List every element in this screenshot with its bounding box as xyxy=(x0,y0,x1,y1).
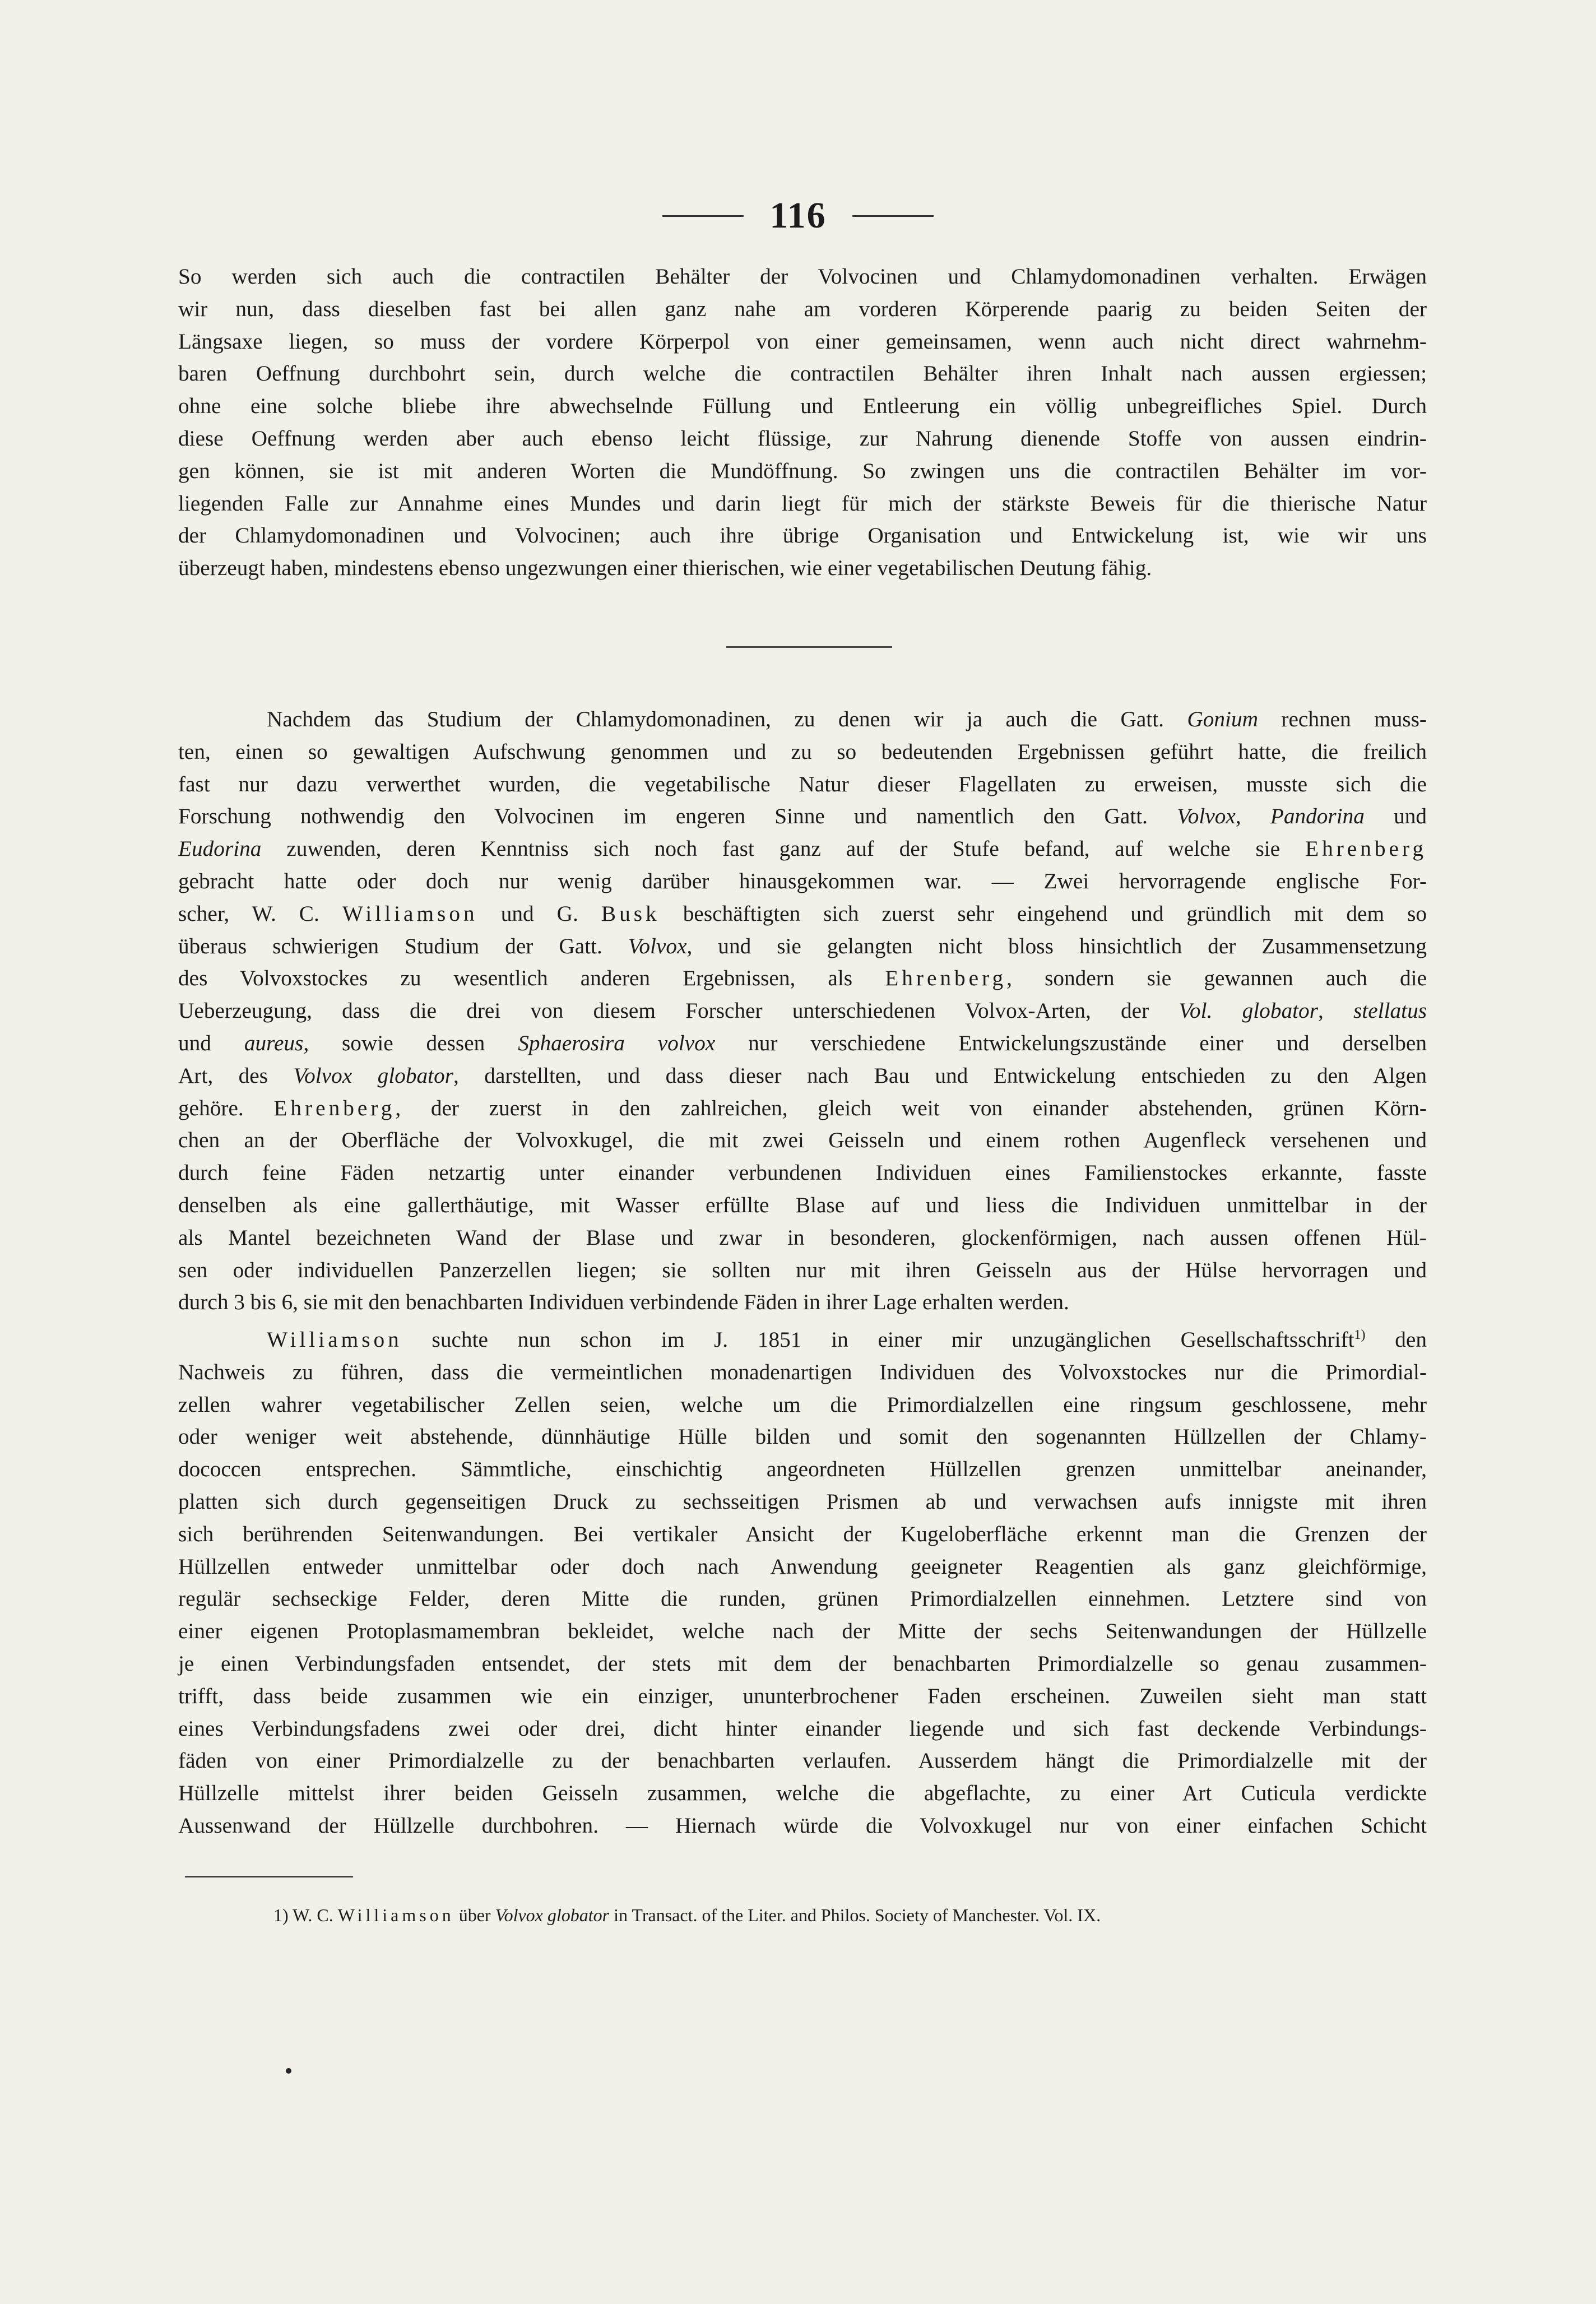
text-line: Williamson suchte nun schon im J. 1851 in einer mir unzugänglichen Gesellschaftsschrift$^{1)}$ den xyxy=(267,1327,1427,1352)
text-line: denselben als eine gallerthäutige, mit Wasser erfüllte Blase auf und liess die Individuen unmittelbar in der xyxy=(178,1192,1427,1217)
paragraph-3 xyxy=(178,1319,1427,1842)
text-line: überaus schwierigen Studium der Gatt. Volvox, und sie gelangten nicht bloss hinsichtlich der Zusammensetzung xyxy=(178,933,1427,958)
text-line: baren Oeffnung durchbohrt sein, durch welche die contractilen Behälter ihren Inhalt nach aussen ergiessen; xyxy=(178,361,1427,386)
text-line: durch 3 bis 6, sie mit den benachbarten Individuen verbindende Fäden in ihrer Lage erhalten werden. xyxy=(178,1290,1069,1315)
text-line: Hüllzelle mittelst ihrer beiden Geisseln zusammen, welche die abgeflachte, zu einer Art Cuticula verdickte xyxy=(178,1781,1427,1806)
footnote: 1) W. C. Williamson über Volvox globator in Transact. of the Liter. and Philos. Society of Manchester. Vol. IX. xyxy=(273,1905,1101,1925)
text-line: dococcen entsprechen. Sämmtliche, einschichtig angeordneten Hüllzellen grenzen unmittelbar aneinander, xyxy=(178,1457,1427,1482)
text-line: als Mantel bezeichneten Wand der Blase und zwar in besonderen, glockenförmigen, nach aussen offenen Hül- xyxy=(178,1225,1427,1250)
text-line: Art, des Volvox globator, darstellten, und dass dieser nach Bau und Entwickelung entschieden zu den Algen xyxy=(178,1063,1427,1088)
text-line: scher, W. C. Williamson und G. Busk beschäftigten sich zuerst sehr eingehend und gründlich mit dem so xyxy=(178,901,1427,926)
text-line: gebracht hatte oder doch nur wenig darüber hinausgekommen war. — Zwei hervorragende englische For- xyxy=(178,868,1427,893)
text-line: gehöre. Ehrenberg, der zuerst in den zahlreichen, gleich weit von einander abstehenden, grünen Körn- xyxy=(178,1095,1427,1120)
text-line: zellen wahrer vegetabilischer Zellen seien, welche um die Primordialzellen eine ringsum geschlossene, mehr xyxy=(178,1392,1427,1417)
text-line: gen können, sie ist mit anderen Worten die Mundöffnung. So zwingen uns die contractilen Behälter im vor- xyxy=(178,458,1427,483)
text-line: liegenden Falle zur Annahme eines Mundes und darin liegt für mich der stärkste Beweis für die thierische Natur xyxy=(178,490,1427,516)
text-line: Eudorina zuwenden, deren Kenntniss sich noch fast ganz auf der Stufe befand, auf welche sie Ehrenberg xyxy=(178,836,1427,861)
text-line: und aureus, sowie dessen Sphaerosira volvox nur verschiedene Entwickelungszustände einer und derselben xyxy=(178,1030,1427,1055)
text-line: Aussenwand der Hüllzelle durchbohren. — Hiernach würde die Volvoxkugel nur von einer einfachen Schicht xyxy=(178,1813,1427,1838)
text-line: chen an der Oberfläche der Volvoxkugel, die mit zwei Geisseln und einem rothen Augenfleck versehenen und xyxy=(178,1128,1427,1153)
header-rule-left xyxy=(662,215,744,217)
text-line: eines Verbindungsfadens zwei oder drei, dicht hinter einander liegende und sich fast deckende Verbindungs- xyxy=(178,1716,1427,1741)
text-line: ohne eine solche bliebe ihre abwechselnde Füllung und Entleerung ein völlig unbegreifliches Spiel. Durch xyxy=(178,393,1427,419)
paragraph-2 xyxy=(178,703,1427,1319)
text-line: ten, einen so gewaltigen Aufschwung genommen und zu so bedeutenden Ergebnissen geführt hatte, die freilich xyxy=(178,739,1427,764)
text-line: einer eigenen Protoplasmamembran bekleidet, welche nach der Mitte der sechs Seitenwandungen der Hüllzelle xyxy=(178,1619,1427,1644)
text-line: Nachweis zu führen, dass die vermeintlichen monadenartigen Individuen des Volvoxstockes nur die Primordial- xyxy=(178,1359,1427,1384)
text-line: So werden sich auch die contractilen Behälter der Volvocinen und Chlamydomonadinen verhalten. Erwägen xyxy=(178,264,1427,289)
paragraph-1 xyxy=(178,261,1427,585)
page-number: 116 xyxy=(769,195,827,236)
section-separator xyxy=(726,646,892,648)
text-line: fast nur dazu verwerthet wurden, die vegetabilische Natur dieser Flagellaten zu erweisen, musste sich die xyxy=(178,771,1427,796)
page-header xyxy=(0,185,1596,247)
footnote-marker: 1) xyxy=(273,1905,289,1925)
text-line: oder weniger weit abstehende, dünnhäutige Hülle bilden und somit den sogenannten Hüllzellen der Chlamy- xyxy=(178,1424,1427,1449)
text-line: überzeugt haben, mindestens ebenso ungezwungen einer thierischen, wie einer vegetabilischen Deutung fähig. xyxy=(178,555,1152,581)
text-line: Hüllzellen entweder unmittelbar oder doch nach Anwendung geeigneter Reagentien als ganz gleichförmige, xyxy=(178,1554,1427,1579)
text-line: fäden von einer Primordialzelle zu der benachbarten verlaufen. Ausserdem hängt die Primordialzelle mit der xyxy=(178,1748,1427,1773)
text-line: Längsaxe liegen, so muss der vordere Körperpol von einer gemeinsamen, wenn auch nicht direct wahrnehm- xyxy=(178,328,1427,354)
footnote-ref: 1) xyxy=(1354,1328,1366,1342)
footnote-rule xyxy=(185,1876,353,1877)
text-line: je einen Verbindungsfaden entsendet, der stets mit dem der benachbarten Primordialzelle so genau zusammen- xyxy=(178,1651,1427,1676)
ink-dot-mark xyxy=(286,2068,291,2074)
text-line: sich berührenden Seitenwandungen. Bei vertikaler Ansicht der Kugeloberfläche erkennt man die Grenzen der xyxy=(178,1521,1427,1546)
text-line: platten sich durch gegenseitigen Druck zu sechsseitigen Prismen ab und verwachsen aufs innigste mit ihren xyxy=(178,1489,1427,1514)
text-line: regulär sechseckige Felder, deren Mitte die runden, grünen Primordialzellen einnehmen. Letztere sind von xyxy=(178,1586,1427,1611)
text-line: Nachdem das Studium der Chlamydomonadinen, zu denen wir ja auch die Gatt. Gonium rechnen muss- xyxy=(267,707,1427,731)
text-line: Ueberzeugung, dass die drei von diesem Forscher unterschiedenen Volvox-Arten, der Vol. globator, stellatus xyxy=(178,998,1427,1023)
text-line: des Volvoxstockes zu wesentlich anderen Ergebnissen, als Ehrenberg, sondern sie gewannen auch die xyxy=(178,966,1427,991)
text-line: Forschung nothwendig den Volvocinen im engeren Sinne und namentlich den Gatt. Volvox, Pandorina und xyxy=(178,804,1427,829)
header-rule-right xyxy=(852,215,934,217)
text-line: trifft, dass beide zusammen wie ein einziger, ununterbrochener Faden erscheinen. Zuweilen sieht man statt xyxy=(178,1683,1427,1708)
text-line: der Chlamydomonadinen und Volvocinen; auch ihre übrige Organisation und Entwickelung ist, wie wir uns xyxy=(178,523,1427,548)
text-line: diese Oeffnung werden aber auch ebenso leicht flüssige, zur Nahrung dienende Stoffe von aussen eindrin- xyxy=(178,425,1427,451)
text-line: durch feine Fäden netzartig unter einander verbundenen Individuen eines Familienstockes erkannte, fasste xyxy=(178,1160,1427,1185)
text-line: sen oder individuellen Panzerzellen liegen; sie sollten nur mit ihren Geisseln aus der Hülse hervorragen und xyxy=(178,1257,1427,1282)
text-line: wir nun, dass dieselben fast bei allen ganz nahe am vorderen Körperende paarig zu beiden Seiten der xyxy=(178,296,1427,321)
